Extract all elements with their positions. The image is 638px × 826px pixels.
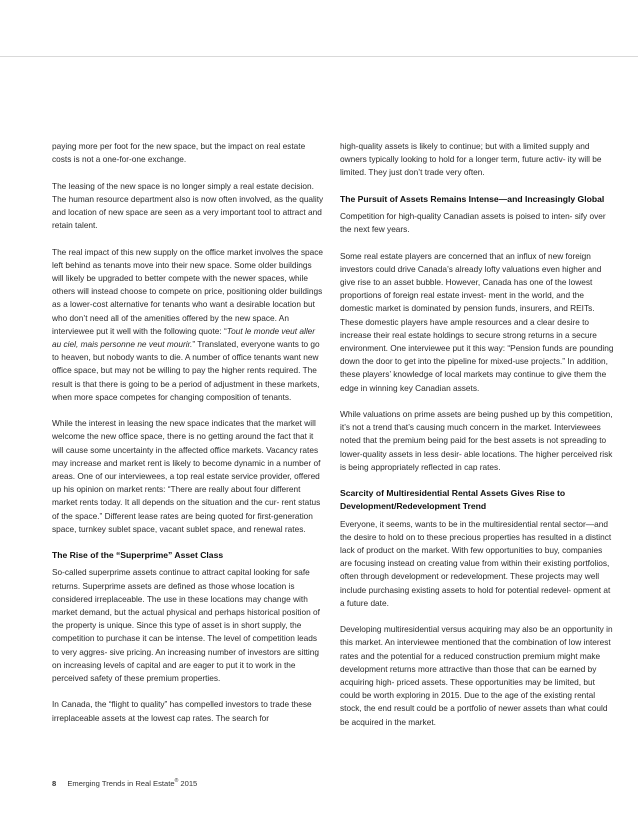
paragraph-text: The real impact of this new supply on the office market involves the space left behind as tenants move into their new space. Some older buildings will likely be upgraded to better compete with the newer spaces, while others will instead choose to compete on price, positioning older buildings as a lower-cost alternative for tenants who want a desirable location but who don’t need all of the amenities offered by the new space. An interviewee put it well with the following quote: “ — [52, 246, 324, 336]
publication-title: Emerging Trends in Real Estate — [67, 779, 175, 788]
page-number: 8 — [52, 779, 57, 788]
registered-mark: ® — [174, 778, 179, 784]
section-heading: Scarcity of Multiresidential Rental Assets Gives Rise to Development/Redevelopment Trend — [340, 488, 566, 512]
section-heading: The Rise of the “Superprime” Asset Class — [52, 550, 224, 561]
paragraph — [52, 246, 324, 404]
paragraph: In Canada, the “flight to quality” has compelled investors to trade these irreplaceable assets at the lowest cap rates. The search for — [52, 699, 312, 723]
paragraph: paying more per foot for the new space, but the impact on real estate costs is not a one-for-one exchange. — [52, 141, 306, 165]
paragraph: Developing multiresidential versus acquiring may also be an opportunity in this market. An interviewee mentioned that the combination of low interest rates and the potential for a reduced construction premium might make development returns more attractive than those that can be earned by acquiring high- priced assets. These opportunities may be limited, but could be worth exploring in 2015. Due to the age of the existing rental stock, the end result could be a portfolio of newer assets than what could be acquired in the market. — [340, 624, 613, 727]
section-heading: The Pursuit of Assets Remains Intense—and Increasingly Global — [340, 193, 605, 204]
paragraph: Some real estate players are concerned that an influx of new foreign investors could drive Canada’s already lofty valuations even higher and give rise to an asset bubble. However, Canada has one of the lowest proportions of foreign real estate invest- ment in the world, and the domestic market is dominated by pension funds, insurers, and REITs. These domestic players have ample resources and a clear desire to increase their real estate holdings to secure strong returns in a secure environment. One interviewee put it this way: “Pension funds are pounding down the door to get into the pipeline for mixed-use projects.” In addition, these players’ knowledge of local markets may continue to give them the edge in winning key Canadian assets. — [340, 250, 614, 393]
french-quote: Tout le monde veut aller au ciel, mais personne ne veut mourir. — [52, 325, 316, 350]
right-column — [340, 140, 614, 742]
paragraph: While valuations on prime assets are being pushed up by this competition, it’s not a trend that’s causing much concern in the market. Interviewees noted that the premium being paid for the best assets is not spreading to lower-quality assets in less desir- able locations. The higher perceived risk is being appropriately reflected in cap rates. — [340, 409, 613, 472]
paragraph: high-quality assets is likely to continue; but with a limited supply and owners typically looking to hold for a longer term, future activ- ity will be limited. They just don’t trade very often. — [340, 141, 602, 178]
paragraph: The leasing of the new space is no longer simply a real estate decision. The human resource department also is now often involved, as the quality and location of new space are seen as a very important tool to attract and retain talent. — [52, 180, 324, 231]
publication-year: 2015 — [180, 779, 198, 788]
paragraph: While the interest in leasing the new space indicates that the market will welcome the new office space, there is no getting around the fact that it will cause some uncertainty in the affected office markets. Vacancy rates may increase and market rent is likely to become dynamic in a number of areas. One of our interviewees, a top real estate service provider, offered up his opinion on market rents: “There are really about four different market rents today. It all depends on the situation and the cur- rent status of the space.” Different lease rates are being quoted for first-generation space, turnkey sublet space, vacant sublet space, and renewal rates. — [52, 418, 321, 534]
paragraph: Everyone, it seems, wants to be in the multiresidential rental sector—and the desire to hold on to these precious properties has resulted in a distinct lack of product on the market. With few opportunities to buy, companies are focusing instead on creating value from within their existing portfolios, often through development or redevelopment. These projects may well include purchasing existing assets to hold for potential redevel- opment at a future date. — [340, 518, 612, 608]
header-rule — [0, 56, 638, 57]
paragraph-text: ” Translated, everyone wants to go to heaven, but nobody wants to die. A number of office tenants want new office space, but may not be willing to pay the higher rents required. The result is that there is going to be a period of adjustment in these markets, when more space competes for changing composition of tenants. — [52, 339, 320, 402]
paragraph: So-called superprime assets continue to attract capital looking for safe returns. Superprime assets are defined as those whose location is considered irreplaceable. The use in these locations may change with market demand, but the actual physical and perhaps historical position of the property is unique. Since this type of asset is in short supply, the competition to purchase it can be intense. The level of competition leads to very aggres- sive pricing. An increasing number of investors are sitting on increasing levels of capital and are eager to put it to work in the perceived safety of these premium properties. — [52, 567, 320, 684]
left-column — [52, 140, 324, 738]
paragraph: Competition for high-quality Canadian assets is poised to inten- sify over the next few years. — [340, 211, 606, 235]
page-footer — [52, 779, 197, 788]
